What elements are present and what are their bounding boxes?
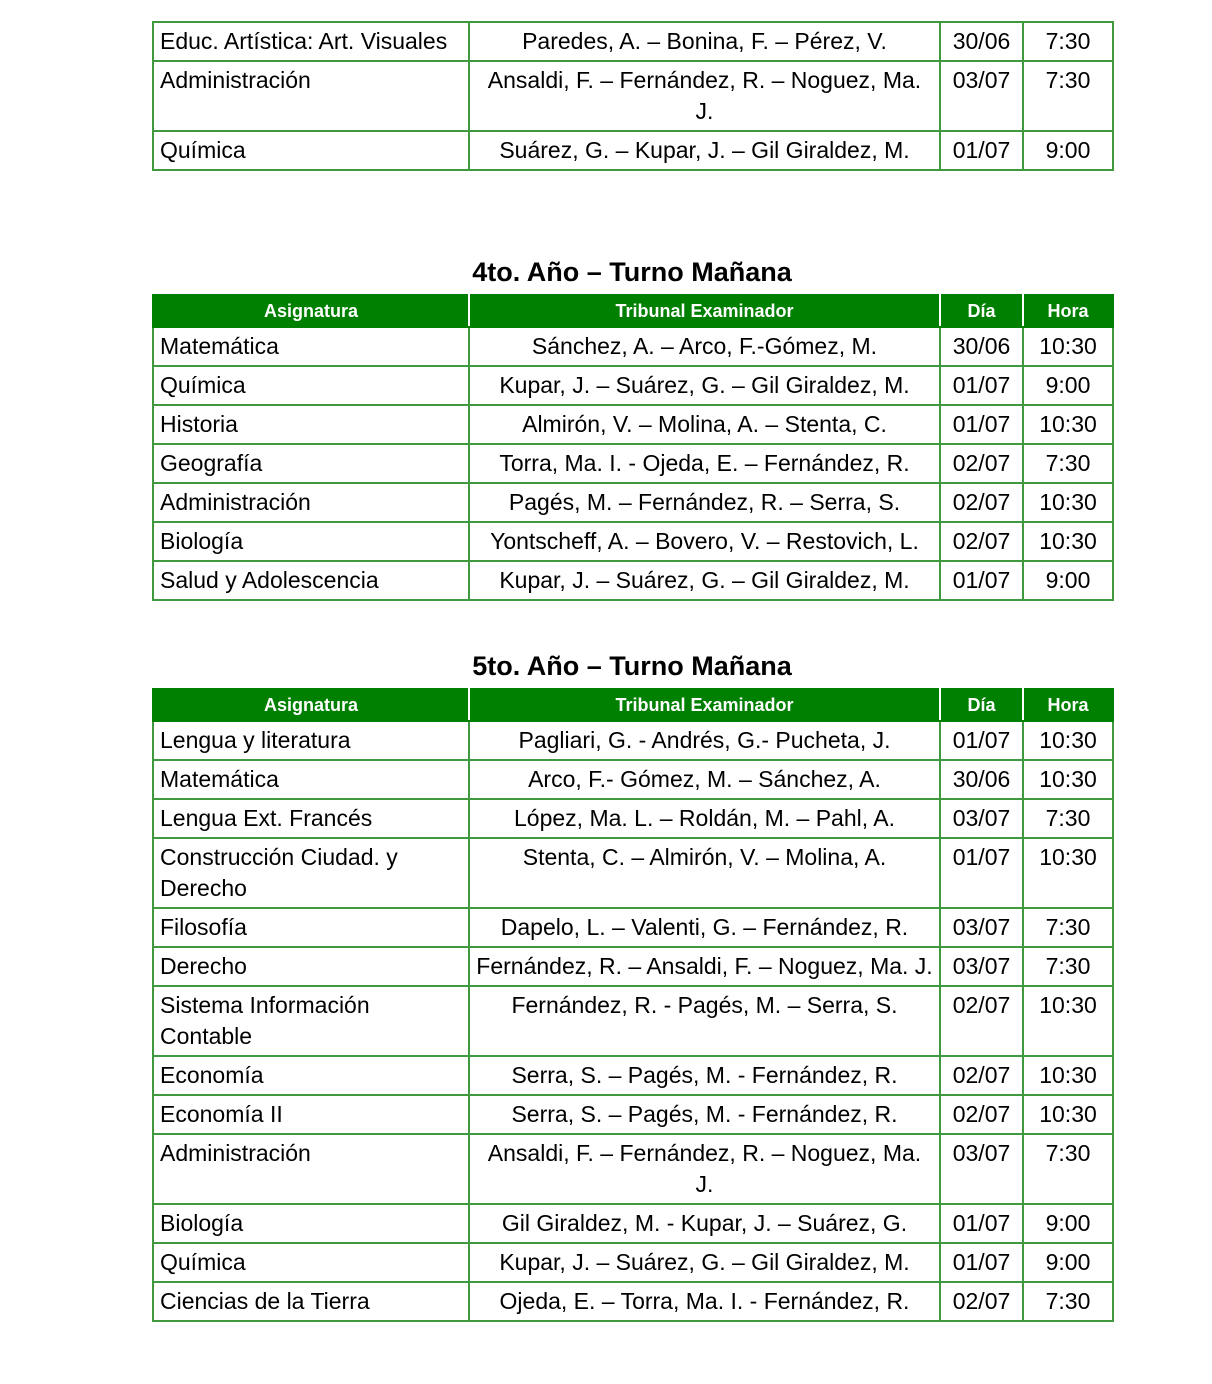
cell-asignatura: Economía [153, 1056, 469, 1095]
cell-hora: 7:30 [1023, 1282, 1113, 1321]
section-title-5to-ano: 5to. Año – Turno Mañana [472, 651, 792, 681]
exam-table-body [153, 721, 1113, 1321]
table-row [153, 405, 1113, 444]
cell-hora: 10:30 [1023, 986, 1113, 1056]
cell-asignatura: Economía II [153, 1095, 469, 1134]
cell-tribunal: Gil Giraldez, M. - Kupar, J. – Suárez, G. [469, 1204, 940, 1243]
cell-dia: 02/07 [940, 1095, 1023, 1134]
cell-dia: 30/06 [940, 760, 1023, 799]
cell-dia: 03/07 [940, 61, 1023, 131]
cell-dia: 03/07 [940, 1134, 1023, 1204]
cell-dia: 02/07 [940, 1056, 1023, 1095]
cell-tribunal: Sánchez, A. – Arco, F.-Gómez, M. [469, 327, 940, 366]
cell-dia: 01/07 [940, 1204, 1023, 1243]
exam-table-previous-year [152, 21, 1114, 171]
cell-tribunal: Dapelo, L. – Valenti, G. – Fernández, R. [469, 908, 940, 947]
table-row [153, 986, 1113, 1056]
header-tribunal: Tribunal Examinador [469, 295, 940, 327]
cell-hora: 7:30 [1023, 1134, 1113, 1204]
table-row [153, 61, 1113, 131]
cell-hora: 7:30 [1023, 947, 1113, 986]
cell-dia: 03/07 [940, 799, 1023, 838]
cell-dia: 02/07 [940, 1282, 1023, 1321]
table-row [153, 721, 1113, 760]
cell-hora: 10:30 [1023, 522, 1113, 561]
table-row [153, 1095, 1113, 1134]
cell-asignatura: Derecho [153, 947, 469, 986]
table-row [153, 131, 1113, 170]
cell-tribunal: Kupar, J. – Suárez, G. – Gil Giraldez, M. [469, 561, 940, 600]
header-asignatura: Asignatura [153, 295, 469, 327]
table-row [153, 838, 1113, 908]
exam-table-5to-ano [152, 688, 1114, 1322]
cell-dia: 01/07 [940, 721, 1023, 760]
table-row [153, 760, 1113, 799]
cell-tribunal: Fernández, R. - Pagés, M. – Serra, S. [469, 986, 940, 1056]
cell-tribunal: Serra, S. – Pagés, M. - Fernández, R. [469, 1056, 940, 1095]
cell-asignatura: Química [153, 366, 469, 405]
cell-dia: 02/07 [940, 986, 1023, 1056]
table-row [153, 1056, 1113, 1095]
table-row [153, 908, 1113, 947]
cell-hora: 7:30 [1023, 799, 1113, 838]
cell-tribunal: Almirón, V. – Molina, A. – Stenta, C. [469, 405, 940, 444]
cell-tribunal: Arco, F.- Gómez, M. – Sánchez, A. [469, 760, 940, 799]
table-row [153, 947, 1113, 986]
cell-dia: 02/07 [940, 444, 1023, 483]
cell-tribunal: Paredes, A. – Bonina, F. – Pérez, V. [469, 22, 940, 61]
cell-hora: 9:00 [1023, 366, 1113, 405]
table-row [153, 561, 1113, 600]
cell-tribunal: Fernández, R. – Ansaldi, F. – Noguez, Ma. J. [469, 947, 940, 986]
table-header-row [153, 295, 1113, 327]
cell-asignatura: Biología [153, 1204, 469, 1243]
cell-asignatura: Administración [153, 1134, 469, 1204]
cell-dia: 01/07 [940, 131, 1023, 170]
cell-asignatura: Administración [153, 61, 469, 131]
cell-asignatura: Salud y Adolescencia [153, 561, 469, 600]
cell-tribunal: Suárez, G. – Kupar, J. – Gil Giraldez, M. [469, 131, 940, 170]
cell-tribunal: Ansaldi, F. – Fernández, R. – Noguez, Ma. J. [469, 61, 940, 131]
cell-hora: 7:30 [1023, 444, 1113, 483]
exam-table-body [153, 327, 1113, 600]
cell-dia: 30/06 [940, 22, 1023, 61]
cell-hora: 10:30 [1023, 838, 1113, 908]
cell-hora: 10:30 [1023, 327, 1113, 366]
cell-asignatura: Matemática [153, 760, 469, 799]
cell-asignatura: Filosofía [153, 908, 469, 947]
table-row [153, 799, 1113, 838]
cell-dia: 01/07 [940, 405, 1023, 444]
cell-hora: 9:00 [1023, 131, 1113, 170]
header-tribunal: Tribunal Examinador [469, 689, 940, 721]
cell-dia: 02/07 [940, 483, 1023, 522]
table-row [153, 366, 1113, 405]
table-row [153, 522, 1113, 561]
cell-hora: 10:30 [1023, 405, 1113, 444]
cell-hora: 7:30 [1023, 22, 1113, 61]
header-hora: Hora [1023, 689, 1113, 721]
table-row [153, 327, 1113, 366]
cell-hora: 10:30 [1023, 1095, 1113, 1134]
cell-asignatura: Lengua y literatura [153, 721, 469, 760]
cell-tribunal: Yontscheff, A. – Bovero, V. – Restovich, L. [469, 522, 940, 561]
cell-tribunal: Pagliari, G. - Andrés, G.- Pucheta, J. [469, 721, 940, 760]
table-row [153, 1282, 1113, 1321]
cell-asignatura: Historia [153, 405, 469, 444]
cell-dia: 01/07 [940, 1243, 1023, 1282]
cell-hora: 9:00 [1023, 561, 1113, 600]
cell-tribunal: Kupar, J. – Suárez, G. – Gil Giraldez, M. [469, 366, 940, 405]
cell-hora: 10:30 [1023, 760, 1113, 799]
cell-tribunal: Ansaldi, F. – Fernández, R. – Noguez, Ma. J. [469, 1134, 940, 1204]
cell-tribunal: Ojeda, E. – Torra, Ma. I. - Fernández, R. [469, 1282, 940, 1321]
cell-tribunal: Stenta, C. – Almirón, V. – Molina, A. [469, 838, 940, 908]
table-row [153, 1134, 1113, 1204]
cell-dia: 01/07 [940, 366, 1023, 405]
cell-tribunal: López, Ma. L. – Roldán, M. – Pahl, A. [469, 799, 940, 838]
cell-dia: 01/07 [940, 838, 1023, 908]
cell-tribunal: Torra, Ma. I. - Ojeda, E. – Fernández, R. [469, 444, 940, 483]
cell-tribunal: Serra, S. – Pagés, M. - Fernández, R. [469, 1095, 940, 1134]
cell-asignatura: Sistema Información Contable [153, 986, 469, 1056]
cell-asignatura: Administración [153, 483, 469, 522]
table-row [153, 1204, 1113, 1243]
cell-asignatura: Construcción Ciudad. y Derecho [153, 838, 469, 908]
cell-asignatura: Biología [153, 522, 469, 561]
cell-asignatura: Matemática [153, 327, 469, 366]
cell-hora: 10:30 [1023, 721, 1113, 760]
cell-asignatura: Ciencias de la Tierra [153, 1282, 469, 1321]
section-title-4to-ano: 4to. Año – Turno Mañana [472, 257, 792, 287]
cell-dia: 30/06 [940, 327, 1023, 366]
cell-dia: 03/07 [940, 947, 1023, 986]
header-asignatura: Asignatura [153, 689, 469, 721]
table-row [153, 1243, 1113, 1282]
cell-dia: 02/07 [940, 522, 1023, 561]
cell-asignatura: Geografía [153, 444, 469, 483]
cell-hora: 10:30 [1023, 1056, 1113, 1095]
table-row [153, 22, 1113, 61]
cell-tribunal: Pagés, M. – Fernández, R. – Serra, S. [469, 483, 940, 522]
cell-hora: 7:30 [1023, 61, 1113, 131]
cell-hora: 10:30 [1023, 483, 1113, 522]
exam-table-4to-ano [152, 294, 1114, 601]
exam-table-body [153, 22, 1113, 170]
cell-dia: 03/07 [940, 908, 1023, 947]
cell-dia: 01/07 [940, 561, 1023, 600]
header-dia: Día [940, 295, 1023, 327]
table-row [153, 483, 1113, 522]
cell-asignatura: Química [153, 131, 469, 170]
table-header-row [153, 689, 1113, 721]
cell-asignatura: Educ. Artística: Art. Visuales [153, 22, 469, 61]
cell-hora: 9:00 [1023, 1204, 1113, 1243]
header-dia: Día [940, 689, 1023, 721]
cell-hora: 7:30 [1023, 908, 1113, 947]
cell-asignatura: Lengua Ext. Francés [153, 799, 469, 838]
cell-hora: 9:00 [1023, 1243, 1113, 1282]
table-row [153, 444, 1113, 483]
cell-tribunal: Kupar, J. – Suárez, G. – Gil Giraldez, M. [469, 1243, 940, 1282]
header-hora: Hora [1023, 295, 1113, 327]
cell-asignatura: Química [153, 1243, 469, 1282]
